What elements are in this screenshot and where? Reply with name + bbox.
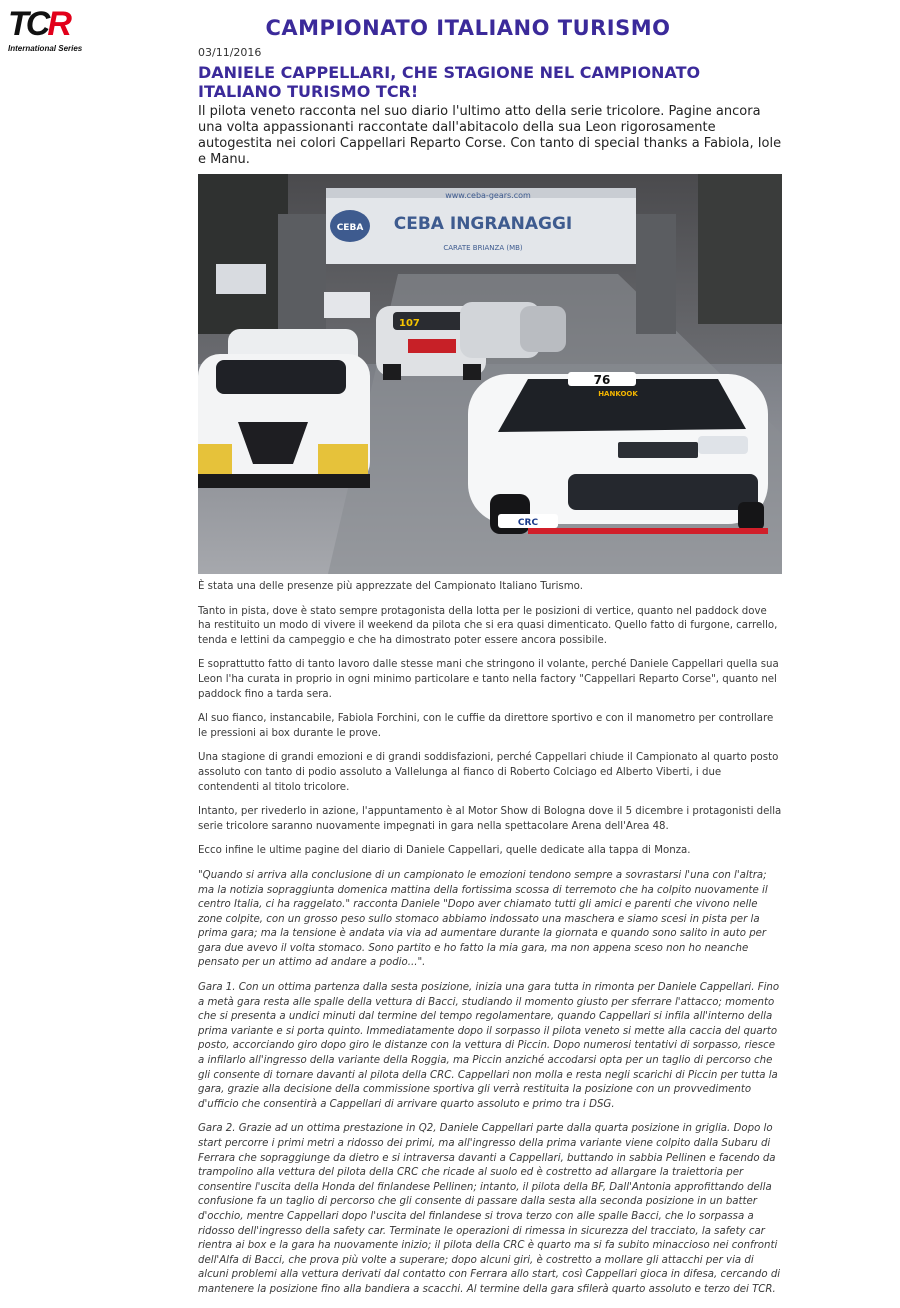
site-title: CAMPIONATO ITALIANO TURISMO [265, 16, 671, 40]
tcr-logo-r: R [47, 5, 70, 43]
tcr-logo [8, 6, 108, 54]
article-date: 03/11/2016 [198, 46, 262, 59]
tcr-logo-tc: TC [8, 5, 48, 43]
banner-url: www.ceba-gears.com [445, 191, 531, 200]
article [198, 46, 782, 1308]
article-paragraph: Una stagione di grandi emozioni e di grandi soddisfazioni, perché Cappellari chiude il Campionato al quarto posto assoluto con tanto di podio assoluto a Vallelunga al fianco di Roberto Colciago ed Alberto Viberti, i due contendenti al titolo tricolore. [198, 752, 779, 793]
main-car-number: 76 [593, 373, 611, 387]
article-headline: DANIELE CAPPELLARI, CHE STAGIONE NEL CAMPIONATO ITALIANO TURISMO TCR! [198, 63, 701, 101]
tcr-logo-subtitle: International Series [8, 44, 83, 53]
banner-sub: CARATE BRIANZA (MB) [443, 244, 523, 252]
banner-logo: CEBA [336, 223, 364, 233]
article-paragraph: E soprattutto fatto di tanto lavoro dalle stesse mani che stringono il volante, perché Daniele Cappellari quella sua Leon l'ha curata in proprio in ogni minimo particolare e tanto nella factory "Cappellari Reparto Corse", quanto nel paddock fino a tarda sera. [198, 659, 779, 700]
car-main [468, 372, 768, 534]
article-paragraph: È stata una delle presenze più apprezzate del Campionato Italiano Turismo. [198, 581, 583, 592]
article-paragraph: Intanto, per rivederlo in azione, l'appuntamento è al Motor Show di Bologna dove il 5 dicembre i protagonisti della serie tricolore saranno nuovamente impegnati in gara nella spettacolare Arena dell'Area 48. [198, 806, 782, 832]
article-paragraph: Ecco infine le ultime pagine del diario di Daniele Cappellari, quelle dedicate alla tappa di Monza. [198, 845, 691, 857]
article-paragraph: Tanto in pista, dove è stato sempre protagonista della lotta per le posizioni di vertice, quanto nel paddock dove ha restituito un modo di vivere il weekend da pilota che si era quasi dimenticato. Quello fatto di furgone, carrello, tenda e lettini da campeggio e che ha dimostrato poter essere ancora possibile. [198, 605, 778, 646]
main-car-plate: CRC [517, 518, 539, 528]
article-paragraph: Al suo fianco, instancabile, Fabiola Forchini, con le cuffie da direttore sportivo e con il manometro per controllare le pressioni ai box durante le prove. [198, 713, 774, 739]
main-car-sponsor: HANKOOK [598, 390, 638, 398]
second-car-number: 107 [399, 318, 420, 329]
article-lead: Il pilota veneto racconta nel suo diario l'ultimo atto della serie tricolore. Pagine ancora una volta appassionanti raccontate dall'abitacolo della sua Leon rigorosamente autogestita nei colori Cappellari Reparto Corse. Con tanto di special thanks a Fabiola, Iole e Manu. [198, 104, 782, 167]
race-2-report: Gara 2. Grazie ad un ottima prestazione in Q2, Daniele Cappellari parte dalla quarta posizione in griglia. Dopo lo start percorre i primi metri a ridosso dei primi, ma all'ingresso della prima variante viene colpito dalla Subaru di Ferrara che sopraggiunge da dietro e si intraversa davanti a Cappellari, buttando in sabbia Pellinen e facendo da trampolino alla vettura del pilota della CRC che ricade al suolo ed è costretto ad allargare la traiettoria per consentire l'uscita della Honda del finlandese Pellinen; intanto, il pilota della BF, Dall'Antonia approfittando della confusione fa un taglio di percorso che gli consente di passare dalla sesta alla seconda posizione in un batter d'occhio, mentre Cappellari dopo l'uscita del finlandese si trova terzo con alle spalle Bacci, che lo sorpassa a ridosso dell'ingresso della safety car. Terminate le operazioni di rimessa in sicurezza del tracciato, la safety car rientra ai box e la gara ha nuovamente inizio; il pilota della CRC è quarto ma si fa subito minaccioso nei confronti dell'Alfa di Bacci, che prova più volte a superare; dopo alcuni giri, è costretto a mollare gli attacchi per via di alcuni problemi alla vettura derivati dal contatto con Ferrara allo start, così Cappellari gioca in difesa, cercando di mantenere la posizione fino alla bandiera a scacchi. Al termine della gara sfilerà quarto assoluto e terzo dei TCR. [198, 1123, 781, 1295]
diary-quote: "Quando si arriva alla conclusione di un campionato le emozioni tendono sempre a sovrastarsi l'una con l'altra; ma la notizia sopraggiunta domenica mattina della fortissima scossa di terremoto che ha colpito nuovamente il centro Italia, ci ha raggelato." racconta Daniele "Dopo aver chiamato tutti gli amici e parenti che vivono nelle zone colpite, con un grosso peso sullo stomaco abbiamo indossato una maschera e siamo scesi in pista per la prima gara; ma la tensione è andata via via ad aumentare durante la giornata e quando sono salito in auto per gara due avevo il volta stomaco. Sono partito e ho fatto la mia gara, ma non appena sceso non ho neanche pensato per un attimo ad andare a podio...". [198, 869, 768, 969]
race-photo-illustration [198, 174, 782, 574]
article-body [198, 580, 782, 1298]
race-1-report: Gara 1. Con un ottima partenza dalla sesta posizione, inizia una gara tutta in rimonta per Daniele Cappellari. Fino a metà gara resta alle spalle della vettura di Bacci, studiando il momento giusto per sferrare l'attacco; momento che si presenta a undici minuti dal termine del tempo regolamentare, quando Cappellari si infila all'interno della prima variante e si porta quinto. Immediatamente dopo il sorpasso il pilota veneto si mette alla caccia del quarto posto, accorciando giro dopo giro le distanze con la vettura di Piccin. Dopo numerosi tentativi di sorpasso, riesce a infilarlo all'ingresso della variante della Roggia, ma Piccin anziché accodarsi opta per un taglio di percorso che gli consente di tornare davanti al pilota della CRC. Cappellari non molla e resta negli scarichi di Piccin per tutta la gara, grazie alla decisione della commissione sportiva gli verrà restituita la posizione con un provvedimento d'ufficio che consentirà a Cappellari di arrivare quarto assoluto e primo tra i DSG. [198, 982, 780, 1110]
race-photo [198, 174, 782, 574]
tcr-logo-wordmark [8, 6, 70, 42]
banner-text: CEBA INGRANAGGI [393, 214, 573, 234]
